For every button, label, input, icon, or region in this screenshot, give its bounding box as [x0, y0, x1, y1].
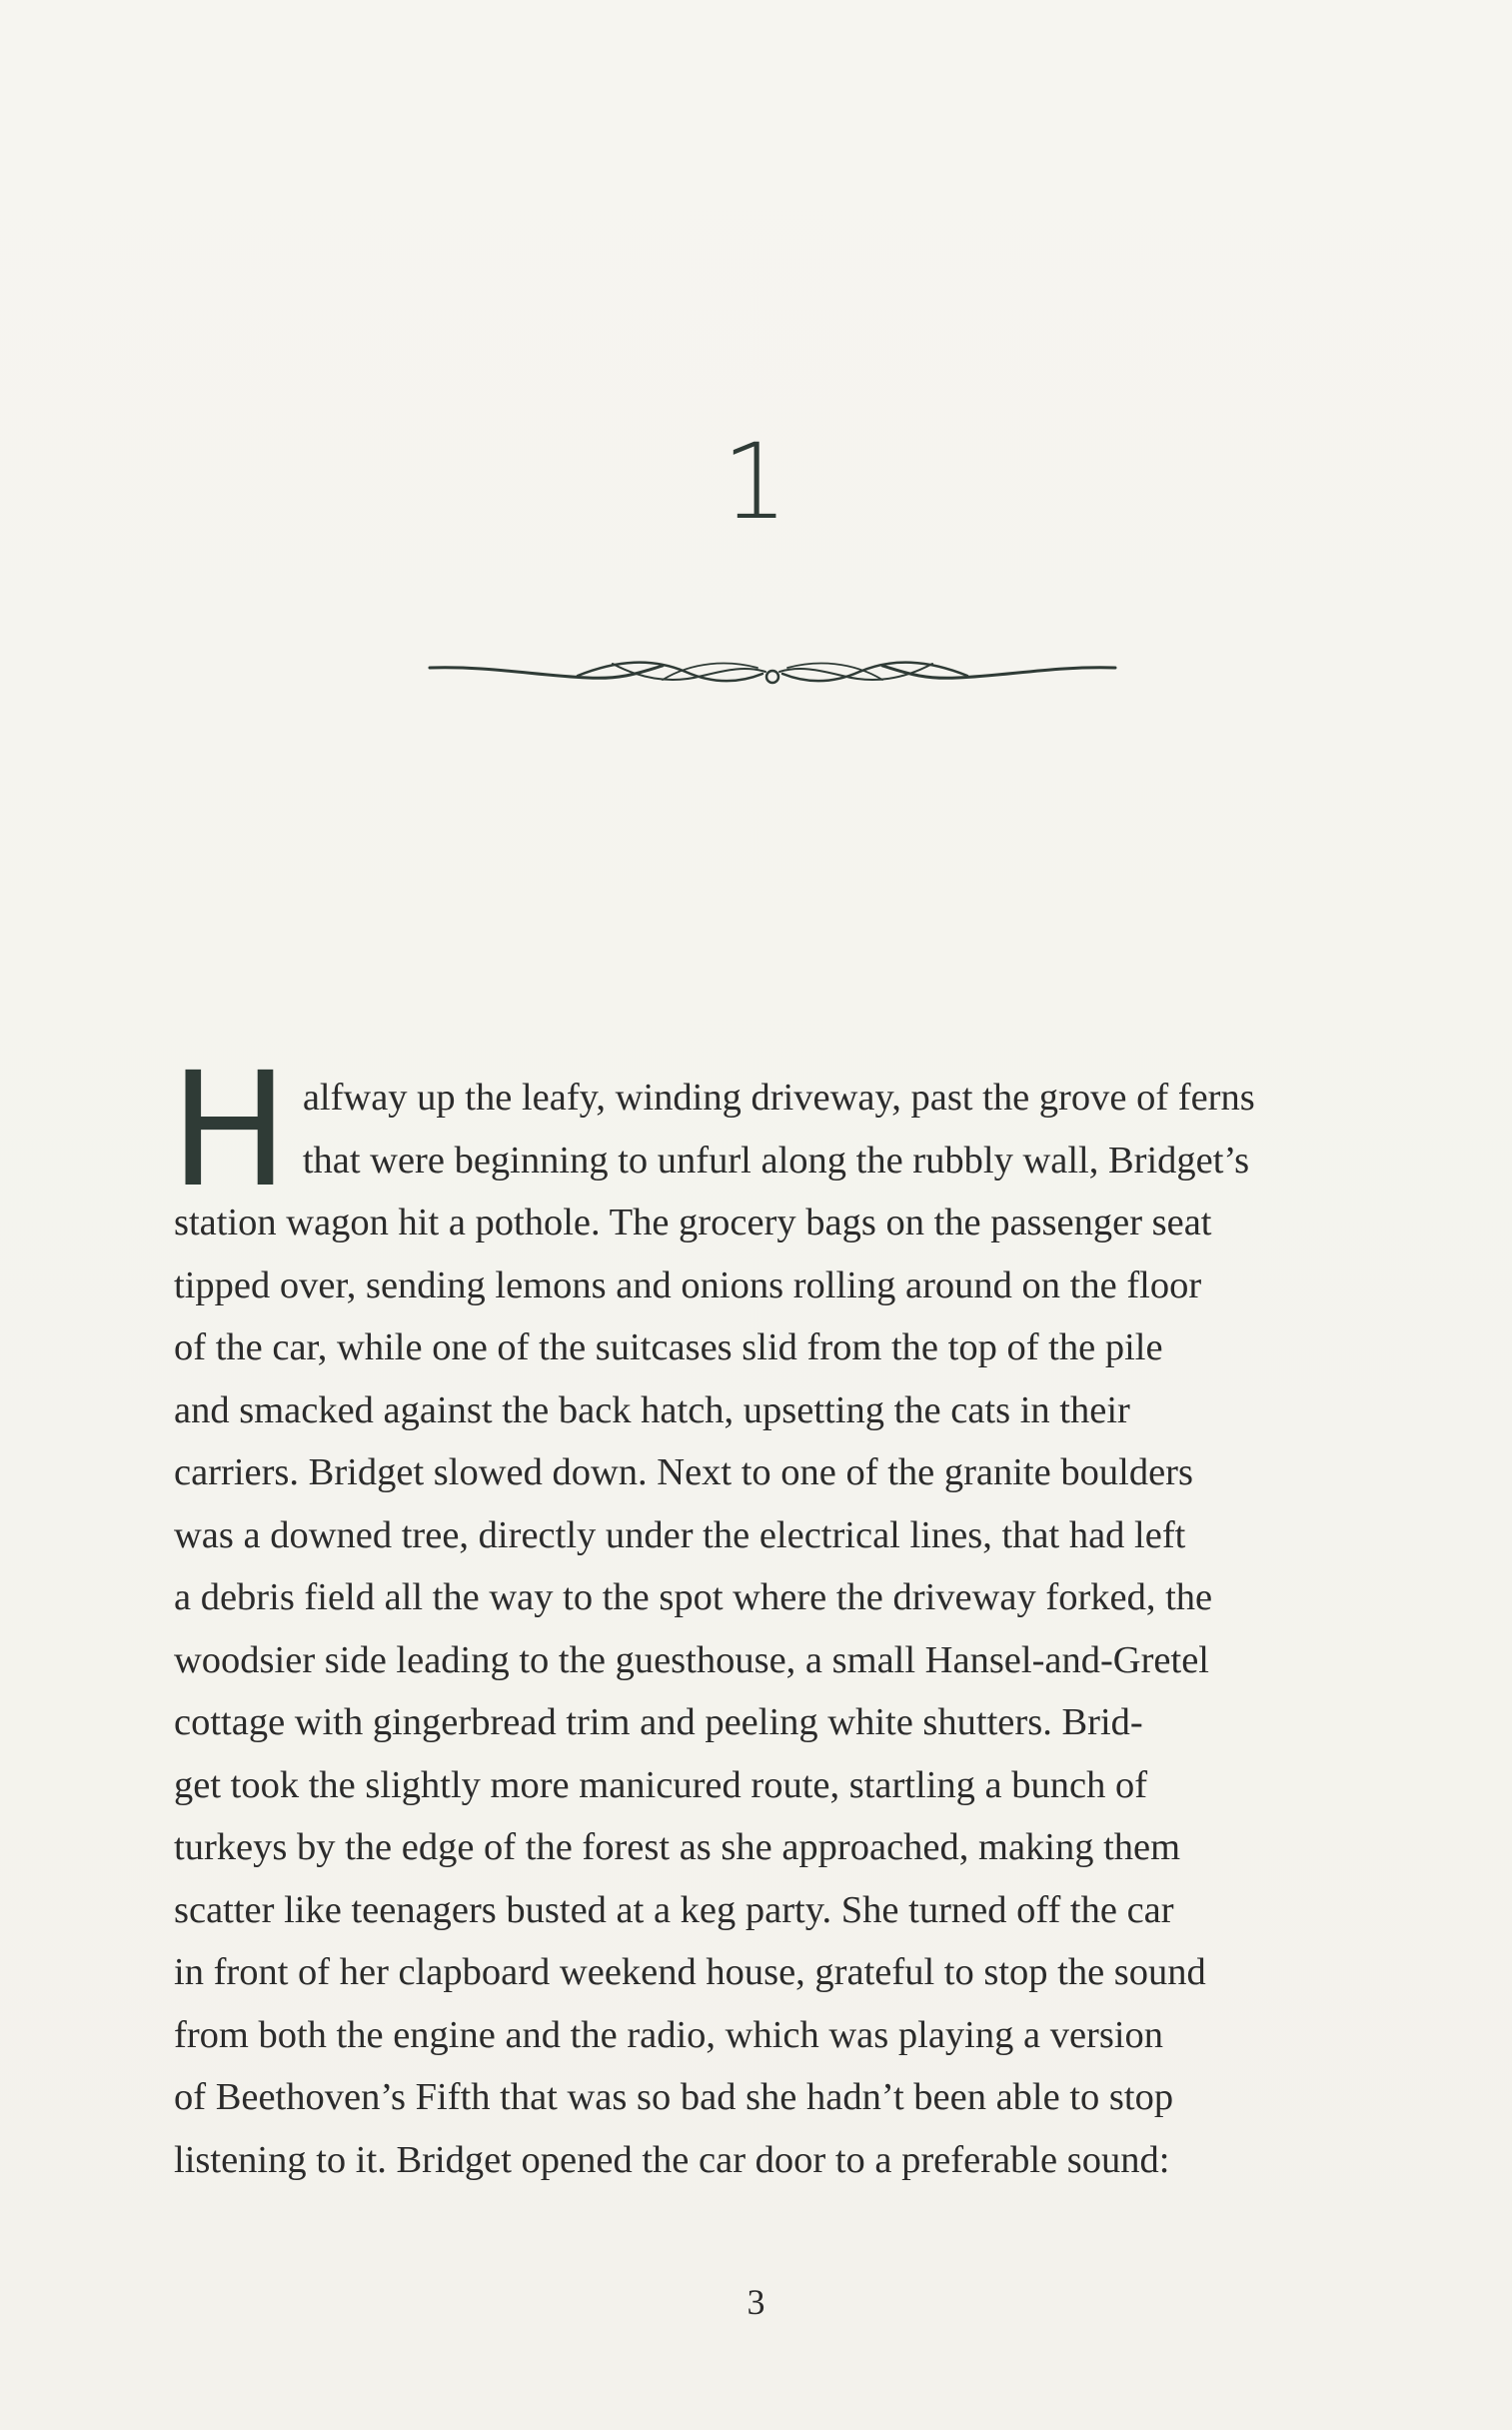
- text-line: carriers. Bridget slowed down. Next to one of the granite boulders: [174, 1451, 1193, 1493]
- chapter-number: 1: [722, 421, 790, 543]
- text-line: scatter like teenagers busted at a keg party. She turned off the car: [174, 1888, 1174, 1931]
- text-line: woodsier side leading to the guesthouse, a small Hansel-and-Gretel: [174, 1638, 1210, 1681]
- text-line: cottage with gingerbread trim and peeling white shutters. Brid-: [174, 1701, 1143, 1743]
- text-line: tipped over, sending lemons and onions rolling around on the floor: [174, 1263, 1202, 1306]
- flourish-ornament-icon: [428, 650, 1117, 696]
- text-line: in front of her clapboard weekend house, grateful to stop the sound: [174, 1951, 1206, 1993]
- text-line: a debris field all the way to the spot where the driveway forked, the: [174, 1576, 1213, 1618]
- text-line: alfway up the leafy, winding driveway, past the grove of ferns: [302, 1077, 1255, 1119]
- text-line: turkeys by the edge of the forest as she approached, making them: [174, 1826, 1181, 1868]
- text-line: listening to it. Bridget opened the car door to a preferable sound:: [174, 2138, 1170, 2181]
- text-line: that were beginning to unfurl along the rubbly wall, Bridget’s: [302, 1139, 1250, 1182]
- text-line: station wagon hit a pothole. The grocery bags on the passenger seat: [174, 1202, 1212, 1243]
- text-line: and smacked against the back hatch, upsetting the cats in their: [174, 1388, 1130, 1431]
- text-line: of Beethoven’s Fifth that was so bad she hadn’t been able to stop: [174, 2076, 1174, 2118]
- text-line: from both the engine and the radio, which was playing a version: [174, 2013, 1164, 2056]
- text-line: of the car, while one of the suitcases slid from the top of the pile: [174, 1326, 1163, 1368]
- text-line: was a downed tree, directly under the electrical lines, that had left: [174, 1513, 1186, 1556]
- body-text: [170, 1039, 1383, 2191]
- text-line: get took the slightly more manicured route, startling a bunch of: [174, 1763, 1148, 1806]
- drop-cap: H: [170, 1039, 289, 1222]
- page-number: 3: [747, 2282, 765, 2322]
